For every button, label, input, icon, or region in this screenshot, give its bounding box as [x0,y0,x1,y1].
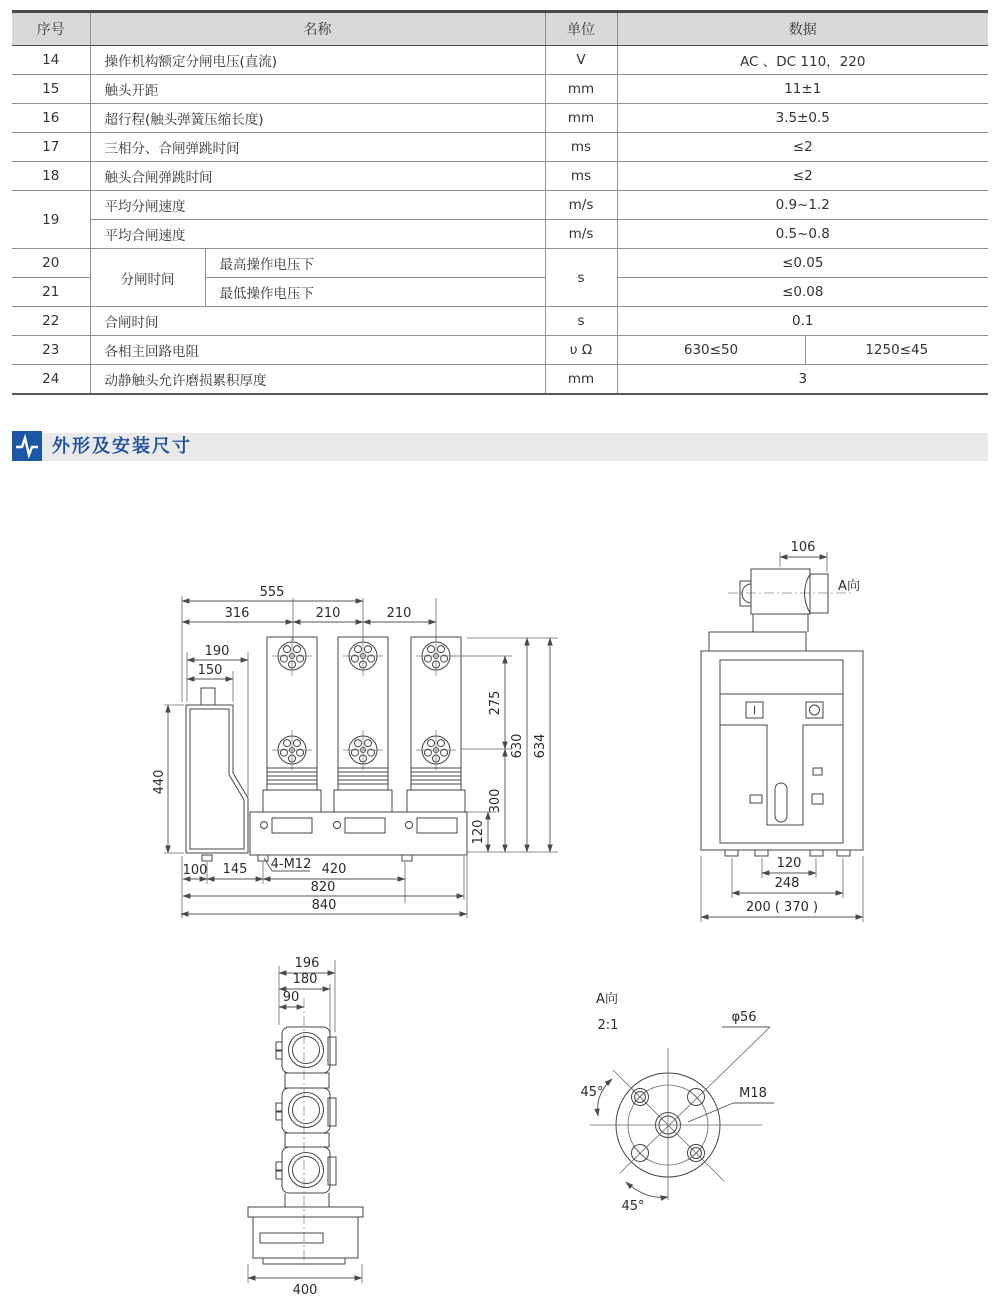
cell-unit: ms [545,162,617,191]
dim-phi56: φ56 [731,1010,757,1025]
cell-name: 触头合闸弹跳时间 [90,162,545,191]
cell-no: 17 [12,133,90,162]
dim-210a: 210 [315,606,341,621]
cell-name: 合闸时间 [90,307,545,336]
dim-440: 440 [152,769,167,795]
cell-no: 16 [12,104,90,133]
cell-name: 最高操作电压下 [205,249,545,278]
dim-820: 820 [310,880,336,895]
cell-no: 18 [12,162,90,191]
side-view-drawing [701,540,863,922]
cell-no: 19 [12,191,90,249]
view-a-label: A向 [838,579,860,594]
cell-unit: υ Ω [545,336,617,365]
dim-120: 120 [471,819,486,845]
cell-group-name: 分闸时间 [90,249,205,307]
cell-unit: ms [545,133,617,162]
cell-data: 0.5~0.8 [617,220,988,249]
section-title: 外形及安装尺寸 [52,436,192,457]
col-header-unit: 单位 [545,12,617,46]
cell-data: ≤2 [617,162,988,191]
cell-unit: m/s [545,220,617,249]
cell-data: 1250≤45 [805,336,988,365]
cell-name: 平均合闸速度 [90,220,545,249]
cell-no: 21 [12,278,90,307]
cell-data: AC 、DC 110，220 [617,46,988,75]
cell-data: ≤2 [617,133,988,162]
cell-unit: s [545,249,617,307]
cell-no: 14 [12,46,90,75]
cell-name: 平均分闸速度 [90,191,545,220]
cell-no: 22 [12,307,90,336]
dim-634: 634 [533,733,548,759]
cell-name: 最低操作电压下 [205,278,545,307]
dim-275: 275 [488,690,503,716]
profile-view-drawing [248,956,363,1298]
cell-no: 24 [12,365,90,395]
cell-no: 23 [12,336,90,365]
cell-data: 0.1 [617,307,988,336]
cell-name: 超行程(触头弹簧压缩长度) [90,104,545,133]
dim-120-side: 120 [776,856,802,871]
dim-200-370: 200 ( 370 ) [745,900,819,915]
front-view-drawing [152,585,558,918]
cell-name: 动静触头允许磨损累积厚度 [90,365,545,395]
cell-data: ≤0.05 [617,249,988,278]
dim-210b: 210 [386,606,412,621]
dim-555: 555 [259,585,285,600]
dim-248: 248 [774,876,800,891]
bolt-label: 4-M12 [270,857,312,872]
dim-840: 840 [311,898,337,913]
cell-unit: mm [545,365,617,395]
dim-45-lower: 45° [621,1199,645,1214]
dim-150: 150 [197,663,223,678]
cell-unit: V [545,46,617,75]
detail-scale: 2:1 [597,1018,619,1033]
detail-view-drawing [580,992,774,1214]
cell-data: 11±1 [617,75,988,104]
cell-unit: m/s [545,191,617,220]
col-header-name: 名称 [90,12,545,46]
cell-unit: mm [545,75,617,104]
dim-180: 180 [292,972,318,987]
cell-data: 630≤50 [617,336,805,365]
dim-316: 316 [224,606,250,621]
dim-420: 420 [321,862,347,877]
col-header-data: 数据 [617,12,988,46]
cell-data: 0.9~1.2 [617,191,988,220]
col-header-no: 序号 [12,12,90,46]
cell-name: 各相主回路电阻 [90,336,545,365]
cell-data: 3.5±0.5 [617,104,988,133]
cell-name: 触头开距 [90,75,545,104]
cell-no: 15 [12,75,90,104]
cell-unit: mm [545,104,617,133]
cell-no: 20 [12,249,90,278]
dim-90: 90 [282,990,300,1005]
dim-190: 190 [204,644,230,659]
cell-unit: s [545,307,617,336]
dim-196: 196 [294,956,320,971]
dim-400: 400 [292,1283,318,1298]
dim-106: 106 [790,540,816,555]
dim-45-upper: 45° [580,1085,604,1100]
cell-name: 操作机构额定分闸电压(直流) [90,46,545,75]
cell-data: ≤0.08 [617,278,988,307]
dim-300: 300 [488,788,503,814]
cell-data: 3 [617,365,988,395]
dim-630: 630 [510,733,525,759]
detail-title: A向 [596,992,618,1007]
dim-m18: M18 [739,1086,767,1101]
cell-name: 三相分、合闸弹跳时间 [90,133,545,162]
dim-100: 100 [182,863,208,878]
dim-145: 145 [222,862,248,877]
